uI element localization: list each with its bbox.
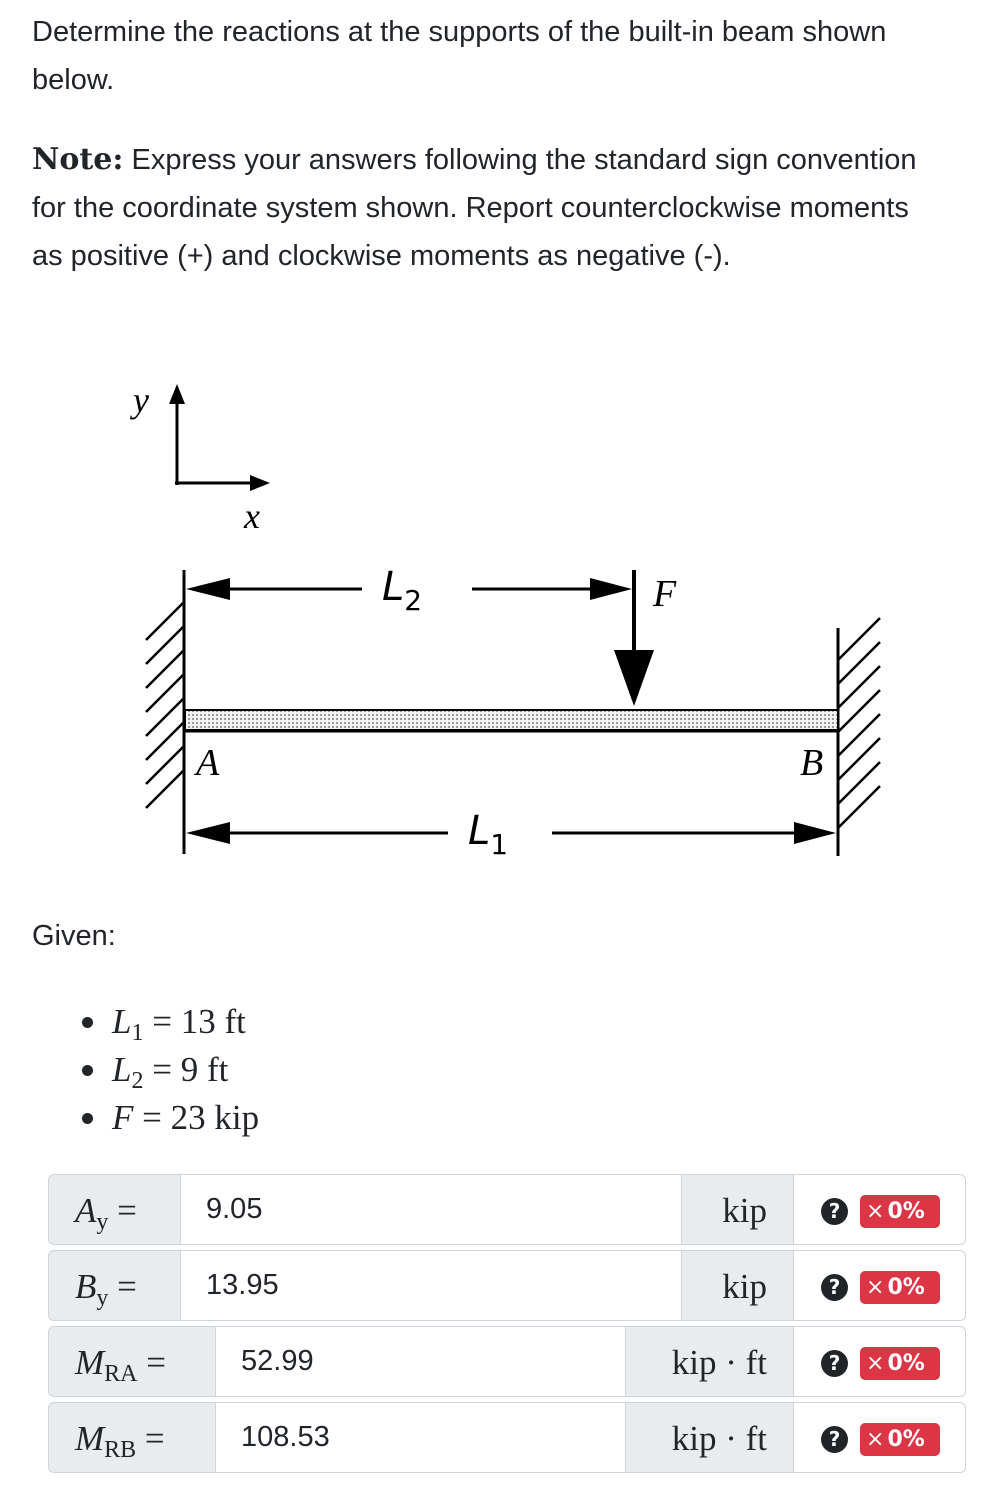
score-badge: × 0%: [860, 1423, 940, 1456]
answer-status-mrb: [794, 1402, 966, 1473]
dimension-top: [186, 564, 632, 617]
x-axis-label: x: [244, 496, 260, 536]
beam: [185, 710, 838, 730]
answer-input-mrb[interactable]: [216, 1402, 626, 1473]
score-badge: × 0%: [860, 1271, 940, 1304]
x-icon: ×: [866, 1427, 885, 1452]
bullet-icon: [82, 1113, 93, 1124]
answer-unit-ay: kip: [682, 1174, 794, 1245]
answer-unit-by: kip: [682, 1250, 794, 1321]
dim-top-label: $L_2$: [382, 564, 423, 617]
dim-top-right-arrow-icon: [590, 578, 632, 600]
answer-row-mra: [48, 1326, 966, 1399]
dim-bottom-label: $L_1$: [468, 808, 509, 861]
help-icon[interactable]: ?: [821, 1350, 848, 1377]
answer-row-by: [48, 1250, 966, 1323]
answer-row-ay: [48, 1174, 966, 1247]
given-label: Given:: [32, 920, 116, 952]
beam-diagram: [0, 370, 998, 870]
score-badge: × 0%: [860, 1347, 940, 1380]
answer-unit-mra: kip · ft: [626, 1326, 794, 1397]
dim-top-left-arrow-icon: [186, 578, 230, 600]
support-b-label: B: [800, 742, 824, 784]
bullet-icon: [82, 1065, 93, 1076]
question-note: [32, 136, 932, 280]
answer-label-by: $B_y$ =: [48, 1250, 181, 1321]
question-intro: Determine the reactions at the supports of the built-in beam shown below.: [32, 16, 887, 96]
note-text: Express your answers following the standard sign convention for the coordinate system shown. Report counterclockwise moments as positive (+) and clockwise moments as negative (-).: [32, 144, 917, 272]
answer-row-mrb: [48, 1402, 966, 1475]
answer-label-ay: $A_y$ =: [48, 1174, 181, 1245]
answer-status-ay: [794, 1174, 966, 1245]
y-axis-arrow-icon: [169, 384, 185, 404]
left-wall-support: [146, 570, 184, 854]
force-arrow-icon: [614, 650, 654, 706]
x-icon: ×: [866, 1199, 885, 1224]
answer-status-mra: [794, 1326, 966, 1397]
bullet-icon: [82, 1017, 93, 1028]
answer-label-mra: $M_{RA}$ =: [48, 1326, 216, 1397]
y-axis-label: y: [133, 380, 149, 420]
support-a-label: A: [196, 742, 220, 784]
note-label: Note:: [32, 142, 124, 177]
dim-bottom-right-arrow-icon: [794, 822, 836, 844]
help-icon[interactable]: ?: [821, 1274, 848, 1301]
dim-bottom-left-arrow-icon: [186, 822, 230, 844]
x-icon: ×: [866, 1275, 885, 1300]
help-icon[interactable]: ?: [821, 1426, 848, 1453]
right-wall-support: [838, 618, 880, 856]
force-label: F: [653, 573, 677, 615]
answer-status-by: [794, 1250, 966, 1321]
answer-input-by[interactable]: [181, 1250, 682, 1321]
x-icon: ×: [866, 1351, 885, 1376]
score-badge: × 0%: [860, 1195, 940, 1228]
answer-input-mra[interactable]: [216, 1326, 626, 1397]
x-axis-arrow-icon: [250, 475, 270, 491]
coordinate-axes: [130, 380, 270, 536]
answer-unit-mrb: kip · ft: [626, 1402, 794, 1473]
help-icon[interactable]: ?: [821, 1198, 848, 1225]
answer-input-ay[interactable]: [181, 1174, 682, 1245]
answer-label-mrb: $M_{RB}$ =: [48, 1402, 216, 1473]
dimension-bottom: [186, 808, 836, 861]
